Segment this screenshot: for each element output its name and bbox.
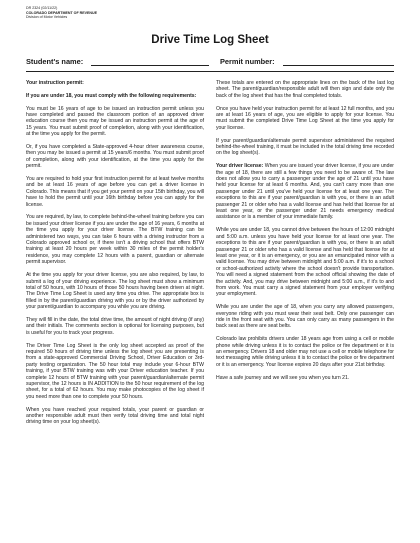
page-title: Drive Time Log Sheet (151, 34, 269, 46)
left-column-paragraph (26, 272, 204, 310)
left-column-paragraph (26, 106, 204, 138)
left-column-paragraph-text: Your instruction permit: (26, 80, 84, 86)
right-column-paragraph (216, 336, 394, 368)
right-column-paragraph-text: These totals are entered on the appropriate lines on the back of the last log sheet. The parent/guardian/responsible adult will then sign and date only the back of the log sheet that has the final completed totals. (216, 80, 394, 99)
right-column-paragraph-text: While you are under the age of 18, when you carry any allowed passengers, everyone riding with you must wear their seat belt. Only one passenger can ride in the front seat with you. You can only carry as many passengers in the back seat as there are seat belts. (216, 304, 394, 330)
left-column-paragraph (26, 407, 204, 426)
form-header (26, 6, 97, 20)
left-column-paragraph-text: The Driver Time Log Sheet is the only log sheet accepted as proof of the required 50 hours of driving time unless the log sheet you are presenting is from a state-approved Commercial Driving School, Driver Education or 3rd-party testing organization. The 50 hour total may include your 6-hour BTW training, if your BTW training was with your Driver education teacher. If you complete 12 hours of BTW training with your parent/guardian/alternate permit supervisor, the 12 hours is IN ADDITION to the 50 hour requirement of the log sheet, for a total of 62 hours. You may make photocopies of the log sheet if you need more than one to complete your 50 hours. (26, 342, 204, 400)
right-column-paragraph (216, 304, 394, 330)
right-column-paragraph (216, 375, 394, 381)
division-name: Division of Motor Vehicles (26, 15, 68, 20)
student-name-label: Student's name: (26, 57, 84, 66)
left-column-paragraph-text: They will fill in the date, the total drive time, the amount of night driving (if any) and their initials. The comments section is optional for licensing purposes, but is useful for you to track your progress. (26, 316, 204, 336)
right-column-paragraph-lead: Your driver license: (216, 163, 264, 170)
left-column-paragraph-text: When you have reached your required totals, your parent or guardian or another responsible adult must then verify total driving time and total night driving time on your log sheet(s). (26, 406, 204, 426)
left-column-paragraph-text: You are required to hold your first instruction permit for at least twelve months and be at least 16 years of age before you can get a driver license in Colorado. This means that if you get your permit on your 15th birthday, you will have to hold the permit until your 16th birthday before you can apply for the license. (26, 176, 204, 208)
right-column-paragraph (216, 106, 394, 132)
right-column-paragraph-text: While you are under 18, you cannot drive between the hours of 12:00 midnight and 5:00 a.m. unless you have held your license for at least one year. The exceptions to this are if your parent/guardian is with you, or there is an adult passenger 21 or older who has a valid license and has held that license for at least one year, or it is an emergency, or you are an emancipated minor with a valid license. You may drive between midnight and 5:00 a.m. if it's to a school or school-authorized activity where the school doesn't provide transportation. You will need a signed statement from the school official showing the date of the activity. And, you may drive between midnight and 5:00 a.m., if it's to and from work. You must carry a signed statement from your employer verifying your employment. (216, 227, 394, 298)
left-column-paragraph (26, 317, 204, 336)
permit-number-line[interactable] (283, 65, 394, 66)
right-column-paragraph-text: Once you have held your instruction permit for at least 12 full months, and you are at least 16 years of age, you are eligible to apply for your license. You must submit the completed Drive Time Log Sheet at the time you apply for your license. (216, 105, 394, 131)
right-column-paragraph (216, 80, 394, 99)
left-column-paragraph (26, 214, 204, 265)
department-name: COLORADO DEPARTMENT OF REVENUE (26, 10, 98, 15)
student-name-line[interactable] (91, 65, 209, 66)
right-column-paragraph-text: When you are issued your driver license, if you are under the age of 18, there are still a few things you need to be aware of. The law does not allow you to carry a passenger under the age of 21 until you have held your license for at least 6 months. And, you can't carry more than one passenger under 21 until you've held your license for at least one year. The exceptions to this are if your parent/guardian is with you, or there is an adult passenger 21 or older who has a valid license and has held that license for at least one year, or the passenger under 21 needs emergency medical assistance or is a member of your immediate family. (216, 163, 395, 221)
permit-number-label: Permit number: (220, 57, 275, 66)
left-column-paragraph-text: At the time you apply for your driver license, you are also required, by law, to submit a log of your driving experience. The log sheet must show a minimum total of 50 hours, with 10 hours of those 50 hours having been driven at night. The Drive Time Log Sheet is used any time you drive. The appropriate box is filled in by the parent/guardian driving with you or by the driver authorized by your parent/guardian to accompany you while you are driving. (26, 272, 204, 311)
left-column-paragraph (26, 176, 204, 208)
right-column-paragraph (216, 138, 394, 157)
right-column-paragraph-text: Have a safe journey and we will see you when you turn 21. (216, 374, 350, 381)
left-column-paragraph (26, 144, 204, 170)
left-column-paragraph (26, 80, 204, 86)
right-column (216, 80, 394, 387)
left-column-paragraph-text: You are required, by law, to complete behind-the-wheel training before you can be issued your driver license if you are under the age of 16 years, 6 months at the time you apply for your driver license. The BTW training can be administered two ways, you can take 6 hours with a driving instructor from a Colorado approved school or, if there isn't a driving school that offers BTW training at least 20 hours per week within 30 miles of the permit holder's residence, you may complete 12 hours with a parent, guardian or alternate permit supervisor. (26, 214, 204, 266)
header-divider (26, 71, 394, 72)
form-id: DR 2324 (02/11/22) (26, 6, 58, 10)
left-column-paragraph (26, 93, 204, 99)
left-column-paragraph (26, 343, 204, 401)
left-column (26, 80, 204, 432)
right-column-paragraph (216, 227, 394, 297)
left-column-paragraph-text: If you are under 18, you must comply with the following requirements: (26, 92, 197, 99)
right-column-paragraph-text: Colorado law prohibits drivers under 18 years age from using a cell or mobile phone while driving unless it is to contact the police or fire department or it is an emergency. Drivers 18 and older may not use a cell or mobile telephone for text messaging while driving unless it is to contact the police or fire department or it is an emergency. Your license expires 20 days after your 21st birthday. (216, 336, 394, 368)
right-column-paragraph-text: If your parent/guardian/alternate permit supervisor administered the required behind-the-wheel training, it must be included in the total driving time recorded on the log sheet(s). (216, 137, 394, 157)
left-column-paragraph-text: Or, if you have completed a State-approved 4-hour driver awareness course, then you may be issued a permit at 15 years/6 months. You must submit proof of completion, along with your identification, at the time you apply for the permit. (26, 144, 204, 170)
left-column-paragraph-text: You must be 16 years of age to be issued an instruction permit unless you have completed and passed the classroom portion of an approved driver education course then you may be issued an instruction permit at the age of 15 years. You must submit proof of completion, along with your identification, at the time you apply for the permit. (26, 105, 204, 138)
right-column-paragraph (216, 163, 394, 221)
